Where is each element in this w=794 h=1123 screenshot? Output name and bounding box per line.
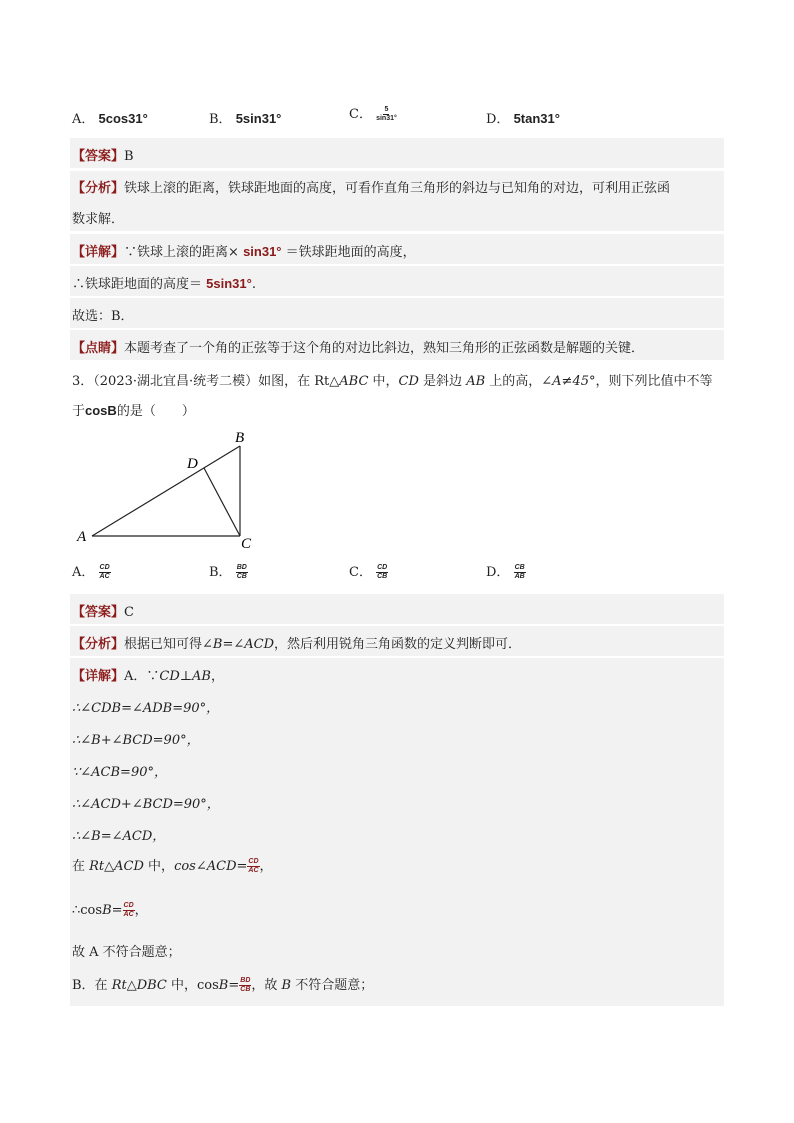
stem-text: 于 — [72, 404, 86, 419]
detail-text: ， — [210, 669, 224, 684]
detail-fraction — [123, 902, 135, 919]
detail-formula: 5sin31° — [206, 276, 252, 291]
detail-math: ∴∠B+∠BCD=90°， — [72, 733, 200, 748]
fraction-denominator: CB — [236, 573, 247, 580]
question-3-stem-line-2 — [72, 400, 195, 419]
analysis-line-2 — [72, 208, 124, 227]
stem-math: AB — [466, 374, 486, 389]
fraction-numerator: CD — [377, 564, 388, 571]
option-c-fraction — [376, 564, 388, 581]
detail-text: 故 A 不符合题意； — [72, 945, 181, 960]
option-b-text: 5sin31° — [235, 111, 282, 126]
stem-math: ABC — [339, 374, 369, 389]
detail-text: ，故 — [251, 978, 282, 993]
fraction-numerator: 5 — [384, 106, 389, 113]
option-c-label: C． — [349, 107, 372, 122]
question-3-stem-line-1 — [72, 370, 713, 389]
option-b-label: B． — [209, 565, 232, 580]
stem-math: CD — [398, 374, 419, 389]
fraction-numerator: CD — [123, 902, 134, 909]
comment-tag: 【点睛】 — [72, 341, 125, 356]
option-d — [486, 108, 560, 127]
detail-math: Rt△DBC — [111, 978, 167, 993]
q3-detail-line-2 — [72, 697, 219, 716]
fraction-denominator: AC — [99, 573, 110, 580]
detail-box-3 — [70, 298, 724, 328]
stem-text: 上的高， — [485, 374, 542, 389]
option-a-text: 5cos31° — [98, 111, 148, 126]
q3-detail-line-4 — [72, 761, 167, 780]
detail-fraction — [239, 977, 251, 994]
option-a-label: A． — [72, 565, 95, 580]
analysis-tag: 【分析】 — [72, 637, 125, 652]
q3-option-d — [486, 561, 526, 581]
detail-text: = — [228, 978, 240, 993]
option-a-fraction — [99, 564, 111, 581]
analysis-math: ∠B=∠ACD — [202, 637, 275, 652]
option-b-label: B． — [209, 112, 232, 127]
q3-detail-line-6 — [72, 825, 165, 844]
q3-option-b — [209, 561, 248, 581]
detail-line-3 — [72, 305, 134, 324]
detail-text: ， — [259, 859, 273, 874]
q3-detail-line-10 — [72, 974, 373, 994]
detail-math: ∴∠ACD+∠BCD=90°， — [72, 797, 220, 812]
q3-analysis-line — [72, 633, 521, 652]
fraction-numerator: BD — [240, 977, 251, 984]
analysis-line-1 — [72, 177, 670, 196]
triangle-figure — [74, 424, 264, 554]
q3-detail-line-8 — [72, 899, 148, 919]
option-b — [209, 108, 281, 127]
stem-text: 的是（ ） — [116, 404, 195, 419]
option-a — [72, 108, 148, 127]
fraction-numerator: CB — [514, 564, 525, 571]
option-c — [349, 103, 397, 123]
detail-text: ∵铁球上滚的距离× — [124, 245, 239, 260]
stem-text: 中， — [368, 374, 399, 389]
q3-detail-line-5 — [72, 793, 220, 812]
analysis-text: 根据已知可得 — [124, 637, 203, 652]
q3-detail-line-9 — [72, 941, 181, 960]
detail-math: B — [281, 978, 292, 993]
detail-math: cos∠ACD= — [174, 859, 248, 874]
option-d-label: D． — [486, 565, 510, 580]
detail-math: ∵∠ACB=90°， — [72, 765, 167, 780]
detail-line-2 — [72, 273, 256, 292]
detail-text: ∴cos — [72, 903, 103, 918]
detail-text: 不符合题意； — [291, 978, 374, 993]
answer-line — [72, 145, 134, 164]
q3-option-a — [72, 561, 111, 581]
detail-formula: sin31° — [243, 244, 282, 259]
q3-answer-box — [70, 594, 724, 624]
analysis-text-1: 铁球上滚的距离，铁球距地面的高度，可看作直角三角形的斜边与已知角的对边，可利用正弦函 — [124, 181, 671, 196]
stem-text: ，则下列比值中不等 — [595, 374, 713, 389]
detail-math: ∴∠CDB=∠ADB=90°， — [72, 701, 220, 716]
fraction-numerator: CD — [99, 564, 110, 571]
analysis-text-2: 数求解． — [72, 212, 125, 227]
vertex-b-label: B — [235, 430, 245, 446]
detail-math: ∴∠B=∠ACD， — [72, 829, 166, 844]
analysis-text: ，然后利用锐角三角函数的定义判断即可． — [274, 637, 522, 652]
stem-text: 3．（2023·湖北宜昌·统考二模）如图，在 Rt△ — [72, 374, 340, 389]
detail-text: 中， — [143, 859, 175, 874]
fraction-denominator: AB — [514, 573, 525, 580]
fraction-denominator: AC — [123, 911, 134, 918]
detail-text: ， — [134, 903, 148, 918]
q3-detail-line-3 — [72, 729, 200, 748]
option-d-text: 5tan31° — [513, 111, 560, 126]
detail-text: ∴铁球距地面的高度＝ — [72, 277, 203, 292]
option-b-fraction — [236, 564, 248, 581]
detail-math: CD⊥AB — [159, 669, 211, 684]
fraction-denominator: CB — [240, 986, 251, 993]
answer-text: C — [124, 605, 134, 620]
fraction-denominator: CB — [377, 573, 388, 580]
analysis-tag: 【分析】 — [72, 181, 125, 196]
q3-detail-line-7 — [72, 855, 273, 875]
detail-text: 在 — [72, 859, 90, 874]
answer-tag: 【答案】 — [72, 149, 125, 164]
vertex-d-label: D — [187, 456, 198, 472]
fraction-numerator: CD — [248, 858, 259, 865]
option-a-label: A． — [72, 112, 95, 127]
detail-text: B．在 — [72, 978, 112, 993]
comment-line — [72, 337, 644, 356]
comment-text: 本题考查了一个角的正弦等于这个角的对边比斜边，熟知三角形的正弦函数是解题的关键． — [124, 341, 645, 356]
option-c-fraction — [376, 106, 397, 123]
detail-math: B — [102, 903, 112, 918]
stem-text: 是斜边 — [418, 374, 467, 389]
detail-text: ＝铁球距地面的高度， — [285, 245, 416, 260]
q3-answer-line — [72, 601, 134, 620]
stem-math: ∠A≠45° — [541, 374, 596, 389]
vertex-c-label: C — [241, 536, 252, 552]
detail-math: Rt△ACD — [89, 859, 144, 874]
option-c-label: C． — [349, 565, 372, 580]
answer-tag: 【答案】 — [72, 605, 125, 620]
detail-math: B — [218, 978, 229, 993]
detail-tag: 【详解】 — [72, 669, 125, 684]
detail-fraction — [247, 858, 259, 875]
fraction-denominator: AC — [248, 867, 259, 874]
vertex-a-label: A — [77, 529, 87, 545]
option-d-fraction — [514, 564, 526, 581]
option-d-label: D． — [486, 112, 510, 127]
answer-text: B — [124, 149, 134, 164]
detail-text: . — [251, 277, 256, 292]
stem-math: cosB — [85, 403, 117, 418]
detail-tag: 【详解】 — [72, 245, 125, 260]
detail-text: 故选：B． — [72, 309, 134, 324]
detail-text: A．∵ — [124, 669, 160, 684]
answer-box — [70, 138, 724, 168]
detail-text: 中，cos — [166, 978, 219, 993]
fraction-numerator: BD — [236, 564, 247, 571]
q3-detail-line-1 — [72, 665, 224, 684]
detail-line-1 — [72, 241, 416, 260]
fraction-denominator: sin31° — [376, 115, 397, 122]
q3-option-c — [349, 561, 388, 581]
detail-text: = — [111, 903, 123, 918]
